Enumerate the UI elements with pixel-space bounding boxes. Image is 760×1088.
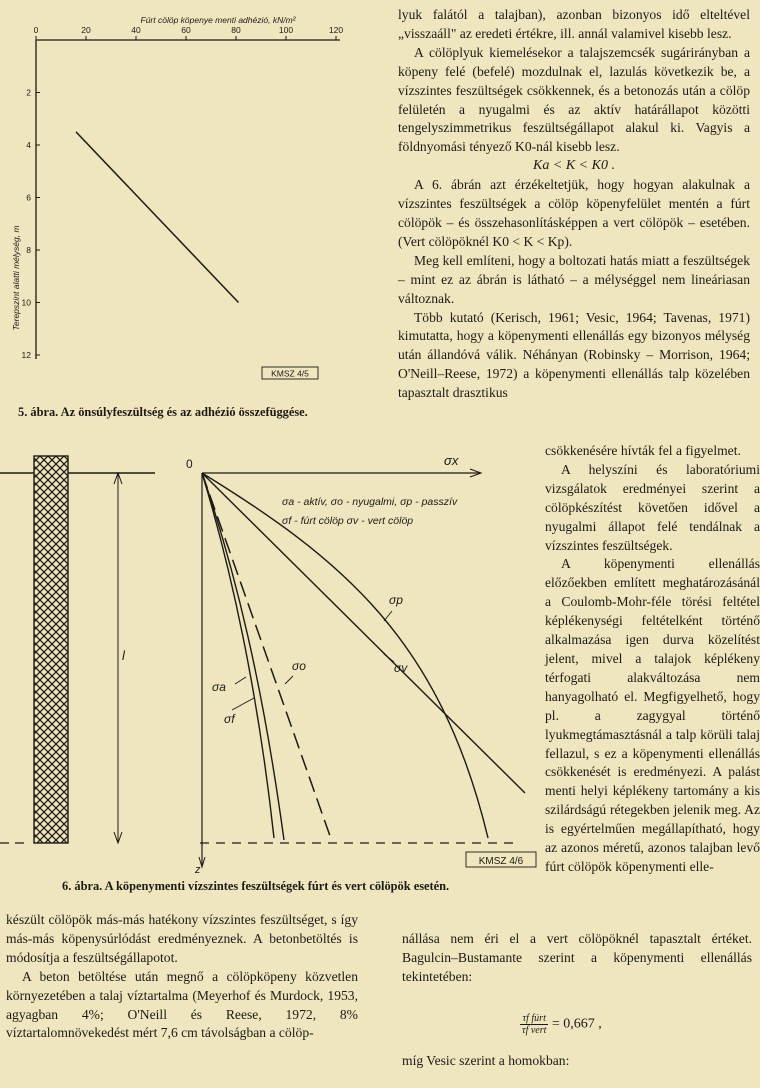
label-sigma-a: σa (212, 680, 226, 694)
formula-numerator: τf fúrt (520, 1013, 548, 1025)
fig6-stamp: KMSZ 4/6 (478, 856, 524, 867)
legend-line-1: σa - aktív, σo - nyugalmi, σp - passzív (282, 496, 458, 508)
paragraph: A 6. ábrán azt érzékeltetjük, hogy hogyan alakulnak a vízszintes feszültségek a cölöp köpenyfelület mentén a fúrt cölöpök – és összehasonlításképpen a vert cölöpök – esetében. (Vert cölöpöknél K0 < K < Kp). (398, 177, 750, 249)
fig6-caption: 6. ábra. A köpenymenti vízszintes feszültségek fúrt és vert cölöpök esetén. (62, 879, 450, 893)
paragraph: nállása nem éri el a vert cölöpöknél tapasztalt értéket. Bagulcin–Bustamante szerint a köpenymenti ellenállás tekintetében: (402, 931, 752, 984)
right-column-narrow (545, 442, 760, 877)
fig5-x-tick-label: 60 (181, 25, 191, 35)
fig5-axis-title: Fúrt cölöp köpenye menti adhézió, kN/m² (140, 15, 296, 25)
leader-sigma-f (232, 698, 254, 710)
fig5-x-tick-label: 40 (131, 25, 141, 35)
label-sigma-f: σf (224, 712, 235, 726)
label-sigma-p: σp (389, 593, 403, 607)
fig5-caption: 5. ábra. Az önsúlyfeszültség és az adhézió összefüggése. (18, 405, 308, 419)
paragraph: A köpenymenti ellenállás előzőekben említett meghatározásánál a Coulomb-Mohr-féle törési feltétel képlékenységi feltételként történő alkalmazása igen durva közelítést jelent, mivel a talajok képlékeny térfogati alakváltozása nem hanyagolható el. Megfigyelhető, hogy pl. a zagygyal történő lyukmegtámasztásnál a talp körüli talaj fellazul, s ez a köpenymenti ellenállás csökkenését is eredményezi. A palást menti helyi képlékeny tartomány a kis szilárdságú rétegekben jelenik meg. Az is egyértelműen megállapítható, hogy az azonos méretű, azonos talajban levő fúrt cölöpök köpenymenti elle- (545, 556, 760, 874)
formula-denominator: τf vert (522, 1025, 547, 1036)
left-column-bottom (6, 911, 358, 1043)
paragraph: Meg kell említeni, hogy a boltozati hatás miatt a feszültségek – mint ez az ábrán is látható – a mélységgel nem lineáriasan változnak. (398, 252, 750, 306)
formula-fraction (520, 1013, 548, 1036)
fig5-x-tick-label: 0 (33, 25, 39, 35)
fig5-x-ticks (34, 25, 344, 40)
sigma-x-label: σx (444, 453, 459, 468)
curve-sigma-o (202, 473, 330, 836)
fig5-y-tick-label: 12 (21, 350, 31, 360)
z-label: z (195, 864, 201, 876)
label-sigma-v: σv (394, 661, 408, 675)
legend-line-2: σf - fúrt cölöp σv - vert cölöp (282, 515, 414, 527)
fig5-y-tick-label: 6 (26, 192, 31, 203)
origin-label: 0 (186, 457, 193, 471)
formula-value: = 0,667 , (551, 1016, 602, 1032)
formula-ratio (520, 1013, 602, 1036)
fig5-x-tick-label: 120 (328, 25, 344, 35)
fig5-y-label: Terepszint alatti mélység, m (11, 225, 21, 331)
leader-sigma-p (384, 611, 392, 621)
right-column-end (402, 1052, 752, 1071)
fig5-y-tick-label: 2 (26, 87, 31, 98)
figure-6 (0, 448, 540, 878)
leader-sigma-o (285, 676, 293, 684)
formula-k: Ka < K < K0 . (533, 158, 615, 174)
label-sigma-o: σo (292, 659, 306, 673)
fig5-stamp: KMSZ 4/5 (271, 368, 309, 379)
leader-sigma-v (384, 654, 394, 662)
figure-5 (0, 0, 390, 400)
curve-sigma-v (202, 473, 488, 838)
right-column-top (398, 6, 750, 403)
paragraph: míg Vesic szerint a homokban: (402, 1053, 570, 1068)
fig5-data-line (76, 132, 239, 303)
right-column-bottom (402, 930, 752, 987)
paragraph: A beton betöltése után megnő a cölöpköpeny közvetlen környezetében a talaj víztartalma (Meyerhof és Murdock, 1953, agyagban 4%; O'Neill és Reese, 1972, 8% víztartalomnövekedést mért 7,6 cm távolságban a cölöp- (6, 968, 358, 1041)
curve-sigma-a (202, 473, 274, 838)
paragraph: A helyszíni és laboratóriumi vizsgálatok eredményei szerint a cölöpkészítést követően idővel a nyugalmi állapot felé tendálnak a vízszintes feszültségek. (545, 461, 760, 553)
fig5-y-tick-label: 10 (21, 297, 31, 308)
fig5-axes (36, 40, 340, 359)
fig5-series (76, 132, 239, 303)
fig5-y-tick-label: 4 (26, 140, 31, 150)
fig5-x-tick-label: 80 (231, 25, 241, 35)
fig5-x-tick-label: 100 (278, 25, 294, 35)
curve-sigma-f (202, 473, 284, 840)
paragraph: Több kutató (Kerisch, 1961; Vesic, 1964; Tavenas, 1971) kimutatta, hogy a köpenymenti ellenállás egy bizonyos mélység után állandóvá válik. Néhányan (Robinsky – Morrison, 1964; O'Neill–Reese, 1972) a köpenymenti ellenállás talp közelében tapasztalt drasztikus (398, 309, 750, 401)
paragraph: készült cölöpök más-más hatékony vízszintes feszültséget, s így más-más köpenysúrlódást eredményeznek. A betonbetöltés is módosítja a feszültségállapotot. (6, 912, 358, 965)
fig5-y-ticks (22, 88, 40, 361)
pile-body (34, 456, 68, 843)
length-label: l (122, 648, 125, 663)
leader-sigma-a (235, 677, 246, 684)
paragraph: A cölöplyuk kiemelésekor a talajszemcsék sugárirányban a köpeny felé (befelé) mozdulnak el, lazulás következik be, a vízszintes feszültségek csökkennek, és a betonozás után a cölöp felületén a nyugalmi és az aktív határállapot közötti tengelyszimmetrikus feszültségállapot alakul ki. Vagyis a földnyomási tényező K0-nál kisebb lesz. (398, 44, 750, 155)
paragraph: csökkenésére hívták fel a figyelmet. (545, 443, 741, 458)
fig5-y-tick-label: 8 (26, 245, 31, 255)
paragraph: lyuk falától a talajban), azonban bizonyos idő elteltével „visszaáll" az eredeti értékre, ill. annál valamivel kisebb lesz. (398, 7, 750, 41)
fig5-x-tick-label: 20 (81, 25, 91, 35)
